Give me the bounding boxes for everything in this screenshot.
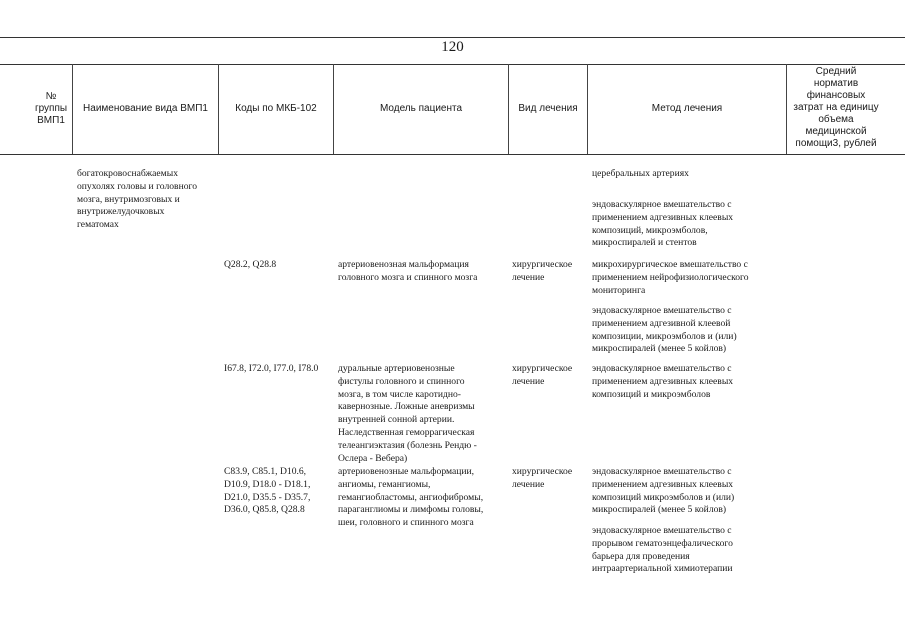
patient-model-cell: дуральные артериовенозные фистулы головного и спинного мозга, в том числе каротидно- кавернозные. Ложные аневризмы внутренней сонной артерии. Наследственная геморрагическая телеангиэктазия (болезнь Рендю - Ослера - Вебера): [338, 363, 477, 464]
header-treatment-method-label: Метод лечения: [651, 103, 723, 114]
treatment-type-cell: хирургическое лечение: [512, 259, 573, 283]
header-group-number: [30, 64, 72, 154]
header-treatment-method: [588, 64, 786, 154]
patient-model-cell: артериовенозные мальформации, ангиомы, гемангиомы, гемангиобластомы, ангиофибромы, параганглиомы и лимфомы головы, шеи, головного и спинного мозга: [338, 466, 484, 529]
header-icd-codes-label: Коды по МКБ-102: [235, 103, 317, 114]
header-vmp-name-label: Наименование вида ВМП1: [83, 103, 208, 114]
icd-codes-cell: Q28.2, Q28.8: [224, 259, 277, 270]
header-treatment-type-label: Вид лечения: [518, 103, 578, 114]
method-cell: эндоваскулярное вмешательство с применением адгезивных клеевых композиций микроэмболов и (или) микроспиралей (менее 5 койлов): [592, 466, 735, 516]
method-cell: микрохирургическое вмешательство с применением нейрофизиологического мониторинга: [592, 259, 749, 296]
treatment-type-cell: хирургическое лечение: [512, 466, 573, 490]
header-patient-model: [334, 64, 508, 154]
header-avg-cost-label: Средний норматив финансовых затрат на единицу объема медицинской помощи3, рублей: [793, 66, 879, 149]
vmp-name-continuation: богатокровоснабжаемых опухолях головы и головного мозга, внутримозговых и внутрижелудочковых гематомах: [77, 168, 197, 231]
header-group-number-label: № группы ВМП1: [34, 91, 68, 126]
page-number: 120: [441, 39, 464, 55]
icd-codes-cell: I67.8, I72.0, I77.0, I78.0: [224, 363, 319, 374]
method-cell: эндоваскулярное вмешательство с прорывом гематоэнцефалического барьера для проведения интраартериальной химиотерапии: [592, 525, 733, 575]
header-icd-codes: [219, 64, 333, 154]
method-cell: эндоваскулярное вмешательство с применением адгезивных клеевых композиций, микроэмболов, микроспиралей и стентов: [592, 199, 734, 249]
method-cell: эндоваскулярное вмешательство с применением адгезивных клеевых композиций и микроэмболов: [592, 363, 734, 400]
treatment-type-cell: хирургическое лечение: [512, 363, 573, 387]
header-treatment-type: [509, 64, 587, 154]
method-continuation: церебральных артериях: [592, 168, 689, 179]
method-cell: эндоваскулярное вмешательство с применением адгезивной клеевой композиции, микроэмболов и (или) микроспиралей (менее 5 койлов): [592, 305, 737, 355]
header-vmp-name: [73, 64, 218, 154]
header-patient-model-label: Модель пациента: [379, 103, 463, 114]
header-avg-cost: [787, 66, 885, 156]
icd-codes-cell: C83.9, C85.1, D10.6, D10.9, D18.0 - D18.1, D21.0, D35.5 - D35.7, D36.0, Q85.8, Q28.8: [224, 466, 311, 516]
patient-model-cell: артериовенозная мальформация головного мозга и спинного мозга: [338, 259, 478, 283]
top-rule: [0, 37, 905, 38]
header-bottom-rule: [0, 154, 905, 155]
